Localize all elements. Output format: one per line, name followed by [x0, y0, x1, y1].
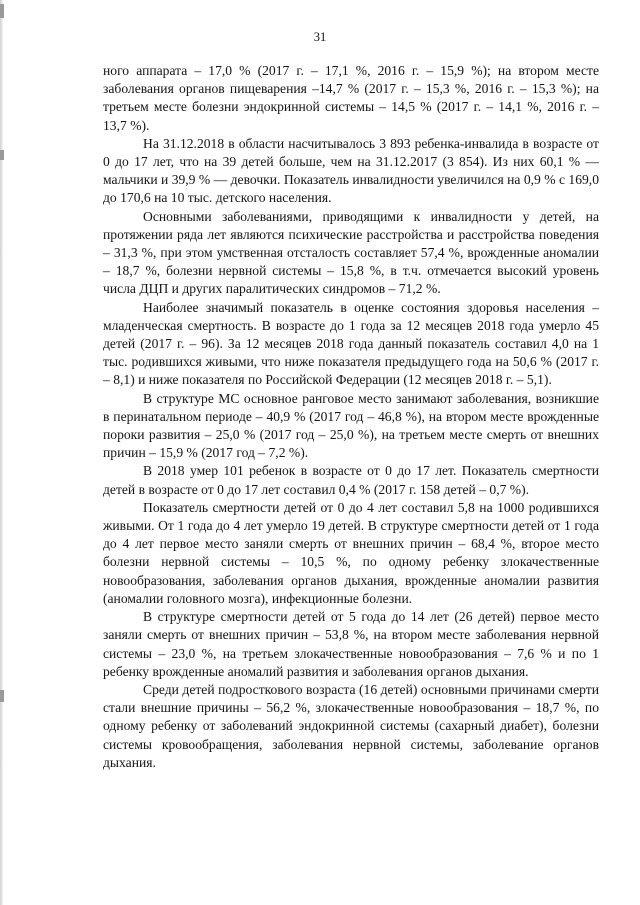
- paragraph-mortality-5-14: В структуре смертности детей от 5 года до 14 лет (26 детей) первое место заняли смерть от внешних причин – 53,8 %, на втором месте заболевания нервной системы – 23,0 %, на третьем злокачественные новообразования – 7,6 % и по 1 ребенку врожденные аномалий развития и заболевания органов дыхания.: [103, 609, 599, 679]
- paragraph-infant-mortality: Наиболее значимый показатель в оценке состояния здоровья населения – младенческая смертность. В возрасте до 1 года за 12 месяцев 2018 года умерло 45 детей (2017 г. – 96). За 12 месяцев 2018 года данный показатель составил 4,0 на 1 тыс. родившихся живыми, что ниже показателя предыдущего года на 50,6 % (2017 г. – 8,1) и ниже показателя по Российской Федерации (12 месяцев 2018 г. – 5,1).: [103, 299, 599, 388]
- page-number: 31: [313, 30, 327, 44]
- scan-mark: [0, 4, 4, 18]
- paragraph-adolescent-mortality: Среди детей подросткового возраста (16 детей) основными причинами смерти стали внешние причины – 56,2 %, злокачественные новообразования – 18,7 %, по одному ребенку от заболеваний эндокринной системы (сахарный диабет), болезни системы кровообращения, заболевания нервной системы, заболевание органов дыхания.: [103, 681, 599, 770]
- paragraph-mortality-0-4: Показатель смертности детей от 0 до 4 лет составил 5,8 на 1000 родившихся живыми. От 1 года до 4 лет умерло 19 детей. В структуре смертности детей от 1 года до 4 лет первое место заняли смерть от внешних причин – 68,4 %, второе место болезни нервной системы – 10,5 %, по одному ребенку злокачественные новообразования, заболевания органов дыхания, врожденные аномалии развития (аномалии головного мозга), инфекционные болезни.: [103, 499, 599, 606]
- paragraph-digestive-system: ного аппарата – 17,0 % (2017 г. – 17,1 %, 2016 г. – 15,9 %); на втором месте заболевания органов пищеварения –14,7 % (2017 г. – 15,3 %, 2016 г. – 15,3 %); на третьем месте болезни эндокринной системы – 14,5 % (2017 г. – 14,1 %, 2016 г. – 13,7 %).: [103, 63, 599, 133]
- scan-mark: [0, 150, 4, 160]
- paragraph-mortality-structure: В структуре МС основное ранговое место занимают заболевания, возникшие в перинатальном периоде – 40,9 % (2017 год – 46,8 %), на втором месте врожденные пороки развития – 25,0 % (2017 год – 25,0 %), на третьем месте смерть от внешних причин – 15,9 % (2017 год – 7,2 %).: [103, 390, 599, 461]
- scan-left-edge: [0, 0, 3, 905]
- paragraph-child-deaths-0-17: В 2018 умер 101 ребенок в возрасте от 0 до 17 лет. Показатель смертности детей в возрасте от 0 до 17 лет составил 0,4 % (2017 г. 158 детей – 0,7 %).: [103, 463, 599, 497]
- document-body: [103, 62, 599, 772]
- paragraph-disability-causes: Основными заболеваниями, приводящими к инвалидности у детей, на протяжении ряда лет являются психические расстройства и расстройства поведения – 31,3 %, при этом умственная отсталость составляет 57,4 %, врожденные аномалии – 18,7 %, болезни нервной системы – 15,8 %, в т.ч. отмечается высокий уровень числа ДЦП и других паралитических синдромов – 71,2 %.: [103, 208, 599, 297]
- paragraph-disabled-children: На 31.12.2018 в области насчитывалось 3 893 ребенка-инвалида в возрасте от 0 до 17 лет, что на 39 детей больше, чем на 31.12.2017 (3 854). Из них 60,1 % — мальчики и 39,9 % — девочки. Показатель инвалидности увеличился на 0,9 % с 169,0 до 170,6 на 10 тыс. детского населения.: [103, 135, 599, 206]
- scan-mark: [0, 690, 4, 702]
